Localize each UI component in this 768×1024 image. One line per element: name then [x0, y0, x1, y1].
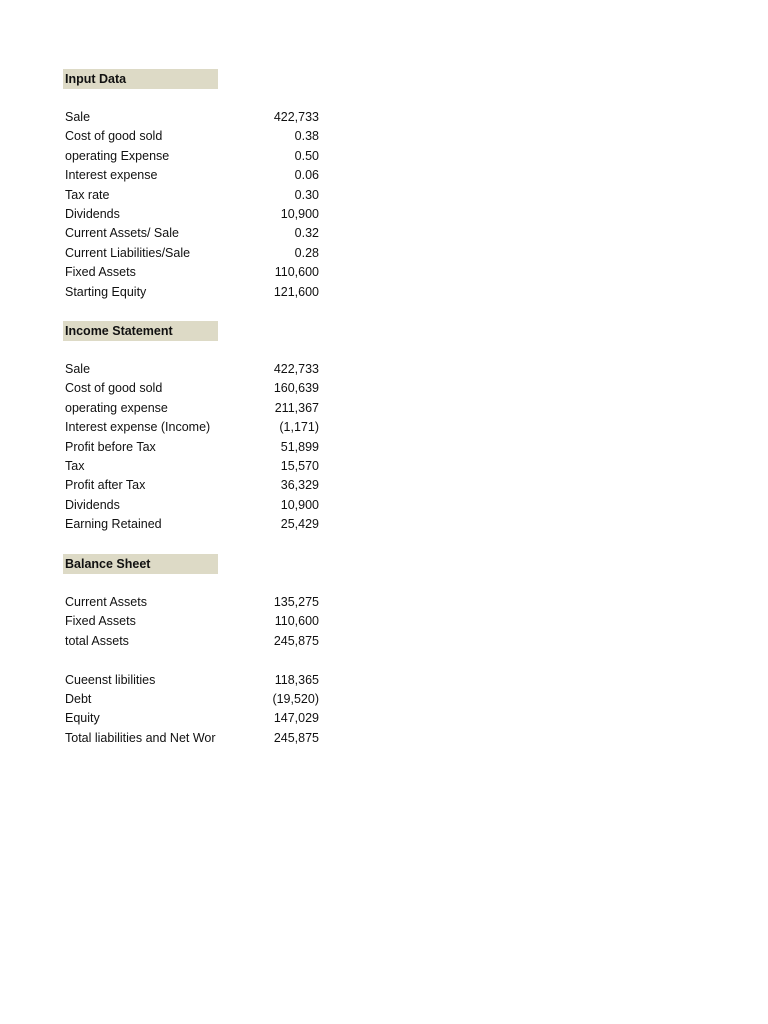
balance-sheet-section [63, 554, 403, 748]
row-label: Fixed Assets [65, 614, 136, 629]
row-label: Starting Equity [65, 284, 147, 299]
row-label: Total liabilities and Net Wor [65, 730, 216, 745]
row-label: Equity [65, 711, 100, 726]
row-value: 0.38 [294, 129, 319, 144]
input-row-dividends [63, 205, 403, 224]
row-value: 160,639 [273, 381, 319, 396]
input-data-section [63, 69, 403, 302]
input-row-tax-rate [63, 186, 403, 205]
row-value: 135,275 [273, 595, 319, 609]
row-value: (19,520) [272, 691, 319, 706]
row-value: 422,733 [273, 362, 319, 376]
row-label: total Assets [65, 633, 129, 648]
row-value: (1,171) [279, 420, 319, 435]
row-label: Sale [65, 362, 91, 376]
row-value: 0.28 [294, 245, 319, 260]
income-row-earning-retained [63, 515, 403, 534]
income-statement-rows [63, 360, 403, 535]
row-value: 147,029 [273, 711, 319, 726]
row-label: Tax [65, 458, 85, 473]
row-value: 0.50 [294, 148, 319, 163]
row-value: 51,899 [280, 439, 319, 454]
row-value: 0.32 [294, 226, 319, 241]
row-label: Dividends [65, 497, 120, 512]
row-value: 121,600 [273, 284, 319, 299]
row-label: Cueenst libilities [65, 672, 156, 687]
input-row-cogs [63, 127, 403, 146]
section-header-income-statement: Income Statement [63, 321, 218, 341]
row-label: Current Assets [65, 595, 147, 609]
row-value: 0.30 [294, 187, 319, 202]
row-value: 25,429 [280, 517, 319, 532]
balance-row-fixed-assets [63, 612, 403, 631]
row-label: Interest expense [65, 168, 158, 183]
row-value: 422,733 [273, 110, 319, 124]
income-row-interest-expense [63, 418, 403, 437]
row-label: Dividends [65, 206, 120, 221]
row-value: 110,600 [274, 614, 319, 629]
row-label: Current Assets/ Sale [65, 226, 179, 241]
input-row-operating-expense [63, 147, 403, 166]
input-data-rows [63, 108, 403, 302]
balance-sheet-rows [63, 593, 403, 748]
input-row-sale [63, 108, 403, 127]
income-row-operating-expense [63, 399, 403, 418]
balance-row-total-liabilities-net-worth [63, 729, 403, 748]
row-label: operating expense [65, 400, 168, 415]
row-value: 118,365 [274, 672, 319, 687]
income-row-tax [63, 457, 403, 476]
balance-row-total-assets [63, 632, 403, 651]
income-row-sale [63, 360, 403, 379]
input-row-starting-equity [63, 283, 403, 302]
income-row-profit-before-tax [63, 438, 403, 457]
row-label: Current Liabilities/Sale [65, 245, 191, 260]
row-label: Fixed Assets [65, 265, 136, 280]
income-row-profit-after-tax [63, 476, 403, 495]
section-header-input-data: Input Data [63, 69, 218, 89]
row-label: Profit before Tax [65, 439, 156, 454]
income-statement-section [63, 321, 403, 535]
row-label: Cost of good sold [65, 381, 163, 396]
row-label: Tax rate [65, 187, 110, 202]
row-spacer [63, 651, 403, 670]
balance-row-current-assets [63, 593, 403, 612]
row-value: 36,329 [280, 478, 319, 493]
row-value: 245,875 [273, 730, 319, 745]
input-row-current-assets-sale [63, 224, 403, 243]
input-row-interest-expense [63, 166, 403, 185]
balance-row-equity [63, 709, 403, 728]
row-value: 110,600 [274, 265, 319, 280]
income-row-dividends [63, 496, 403, 515]
row-label: Sale [65, 110, 91, 124]
row-label: Cost of good sold [65, 129, 163, 144]
row-label: Profit after Tax [65, 478, 146, 493]
section-header-balance-sheet: Balance Sheet [63, 554, 218, 574]
input-row-current-liabilities-sale [63, 244, 403, 263]
income-row-cogs [63, 379, 403, 398]
row-value: 15,570 [280, 458, 319, 473]
row-label: Earning Retained [65, 517, 162, 532]
row-value: 245,875 [273, 633, 319, 648]
balance-row-debt [63, 690, 403, 709]
row-label: operating Expense [65, 148, 170, 163]
row-value: 211,367 [274, 400, 319, 415]
row-value: 10,900 [280, 206, 319, 221]
row-label: Interest expense (Income) [65, 420, 211, 435]
input-row-fixed-assets [63, 263, 403, 282]
row-label: Debt [65, 691, 92, 706]
row-value: 10,900 [280, 497, 319, 512]
balance-row-current-liabilities [63, 671, 403, 690]
row-value: 0.06 [294, 168, 319, 183]
